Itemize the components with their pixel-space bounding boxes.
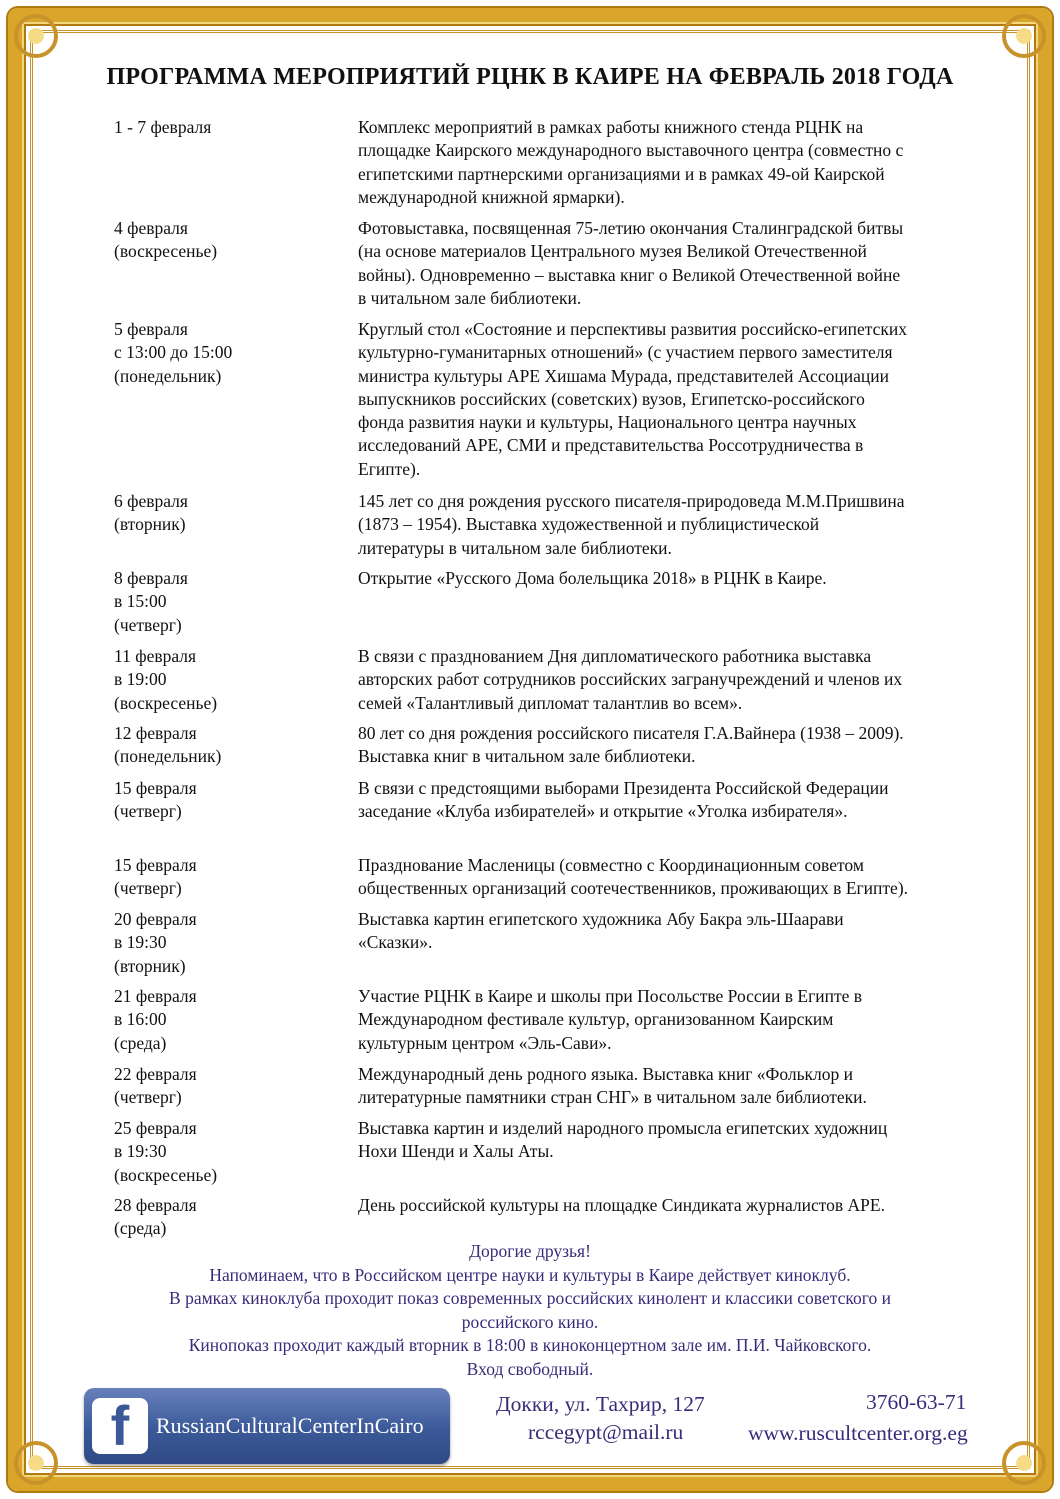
event-date: 15 февраля (четверг)	[114, 855, 197, 899]
event-description: Выставка картин и изделий народного промысла египетских художниц Нохи Шенди и Халы Аты.	[358, 1118, 888, 1162]
event-row	[114, 854, 984, 908]
event-date: 15 февраля (четверг)	[114, 778, 197, 822]
event-date: 6 февраля (вторник)	[114, 491, 188, 535]
event-date: 5 февраля с 13:00 до 15:00 (понедельник)	[114, 319, 233, 386]
event-row	[114, 567, 984, 645]
event-row	[114, 645, 984, 722]
event-row	[114, 777, 984, 854]
event-row	[114, 490, 984, 567]
event-row	[114, 217, 984, 318]
event-date: 22 февраля (четверг)	[114, 1064, 197, 1108]
event-description: День российской культуры на площадке Синдиката журналистов АРЕ.	[358, 1195, 885, 1215]
phone-number: 3760-63-71	[866, 1390, 967, 1414]
notice-line: В рамках киноклуба проходит показ современных российских кинолент и классики советского и	[169, 1288, 891, 1308]
event-description: Круглый стол «Состояние и перспективы развития российско-египетских культурно-гуманитарных отношений» (с участием первого заместителя министра культуры АРЕ Хишама Мурада, представителей Ассоциации выпускников российских (советских) вузов, Египетско-российского фонда развития науки и культуры, Национального центра научных исследований АРЕ, СМИ и представительства Россотрудничества в Египте).	[358, 319, 907, 479]
notice-line: Вход свободный.	[466, 1358, 594, 1379]
event-date: 25 февраля в 19:30 (воскресенье)	[114, 1118, 218, 1185]
event-date: 28 февраля (среда)	[114, 1195, 197, 1239]
event-description: Выставка картин египетского художника Абу Бакра эль-Шаарави «Сказки».	[358, 909, 844, 953]
event-description: Празднование Масленицы (совместно с Координационным советом общественных организаций соотечественников, проживающих в Египте).	[358, 855, 909, 899]
event-description: Открытие «Русского Дома болельщика 2018» в РЦНК в Каире.	[358, 568, 827, 588]
corner-ornament-icon	[14, 1441, 58, 1485]
email-link[interactable]: rccegypt@mail.ru	[528, 1420, 684, 1444]
notice-line: российского кино.	[461, 1311, 599, 1332]
notice-greeting: Дорогие друзья!	[469, 1241, 591, 1261]
event-date: 4 февраля (воскресенье)	[114, 218, 218, 262]
event-row	[114, 1117, 984, 1194]
event-date: 1 - 7 февраля	[114, 117, 212, 137]
event-description: Международный день родного языка. Выставка книг «Фольклор и литературные памятники стран СНГ» в читальном зале библиотеки.	[358, 1064, 867, 1108]
event-schedule	[114, 116, 984, 1244]
event-row	[114, 985, 984, 1063]
film-club-notice	[60, 1240, 1000, 1381]
event-description: В связи с предстоящими выборами Президента Российской Федерации заседание «Клуба избирателей» и открытие «Уголка избирателя».	[358, 778, 889, 822]
event-description: Комплекс мероприятий в рамках работы книжного стенда РЦНК на площадке Каирского международного выставочного центра (совместно с египетскими партнерскими организациями и в рамках 49-ой Каирской международной книжной ярмарки).	[358, 117, 904, 207]
event-description: 80 лет со дня рождения российского писателя Г.А.Вайнера (1938 – 2009). Выставка книг в читальном зале библиотеки.	[358, 723, 904, 767]
event-row	[114, 1194, 984, 1244]
event-row	[114, 116, 984, 217]
facebook-icon: f	[92, 1398, 148, 1454]
event-date: 20 февраля в 19:30 (вторник)	[114, 909, 197, 976]
event-row	[114, 908, 984, 985]
notice-line: Кинопоказ проходит каждый вторник в 18:00 в киноконцертном зале им. П.И. Чайковского.	[188, 1335, 872, 1355]
facebook-badge[interactable]	[84, 1388, 450, 1464]
corner-ornament-icon	[1002, 14, 1046, 58]
event-description: 145 лет со дня рождения русского писателя-природоведа М.М.Пришвина (1873 – 1954). Выставка художественной и публицистической литературы в читальном зале библиотеки.	[358, 491, 905, 558]
event-date: 21 февраля в 16:00 (среда)	[114, 986, 197, 1053]
event-description: Фотовыставка, посвященная 75-летию окончания Сталинградской битвы (на основе материалов Центрального музея Великой Отечественной войны). Одновременно – выставка книг о Великой Отечественной войне в читальном зале библиотеки.	[358, 218, 904, 308]
event-row	[114, 722, 984, 777]
page-title: ПРОГРАММА МЕРОПРИЯТИЙ РЦНК В КАИРЕ НА ФЕВРАЛЬ 2018 ГОДА	[106, 64, 954, 90]
event-date: 12 февраля (понедельник)	[114, 723, 222, 767]
event-row	[114, 1063, 984, 1117]
website-link[interactable]: www.ruscultcenter.org.eg	[748, 1421, 968, 1445]
event-date: 8 февраля в 15:00 (четверг)	[114, 568, 188, 635]
event-description: Участие РЦНК в Каире и школы при Посольстве России в Египте в Международном фестивале культур, организованном Каирским культурным центром «Эль-Сави».	[358, 986, 863, 1053]
event-date: 11 февраля в 19:00 (воскресенье)	[114, 646, 218, 713]
address-text: Докки, ул. Тахрир, 127	[496, 1392, 705, 1416]
corner-ornament-icon	[1002, 1441, 1046, 1485]
facebook-page-name: RussianCulturalCenterInCairo	[156, 1413, 424, 1438]
event-row	[114, 318, 984, 490]
event-description: В связи с празднованием Дня дипломатического работника выставка авторских работ сотрудников российских загранучреждений и членов их семей «Талантливый дипломат талантлив во всем».	[358, 646, 903, 713]
corner-ornament-icon	[14, 14, 58, 58]
notice-line: Напоминаем, что в Российском центре науки и культуры в Каире действует киноклуб.	[209, 1264, 851, 1285]
